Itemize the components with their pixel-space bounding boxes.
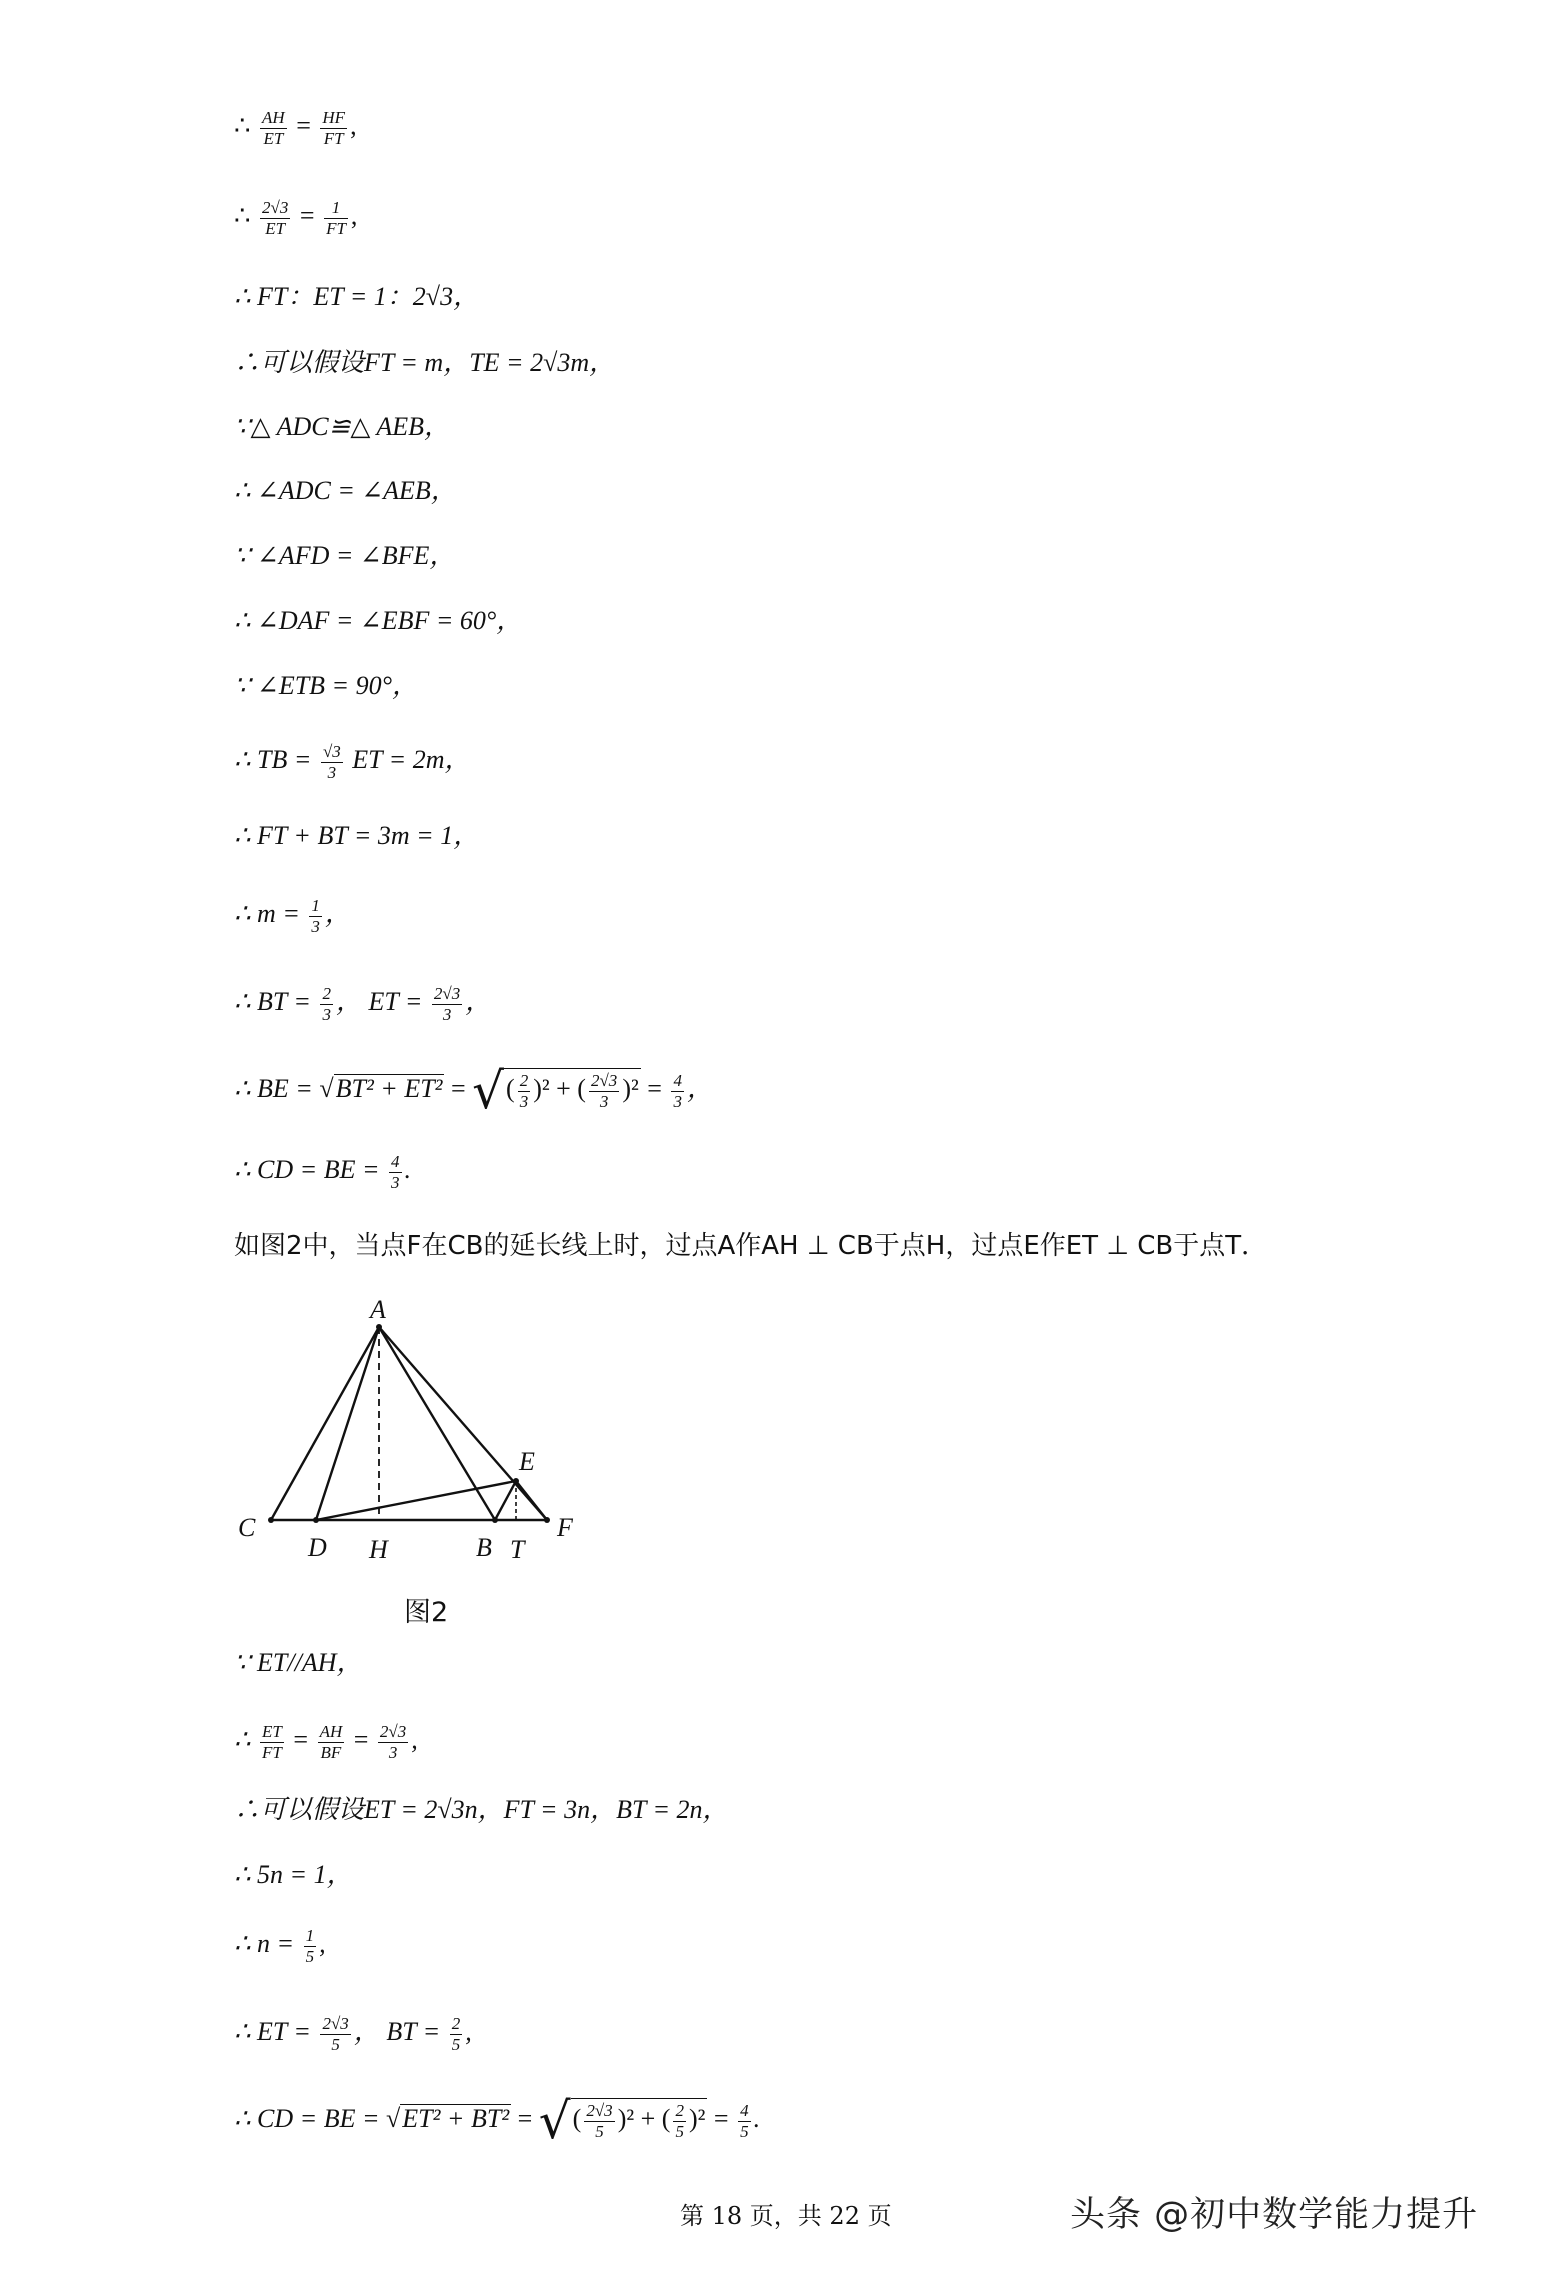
label-f: F	[557, 1513, 573, 1542]
step-9: ∵ ∠ETB = 90°，	[234, 671, 418, 700]
page-footer: 第 18 页，共 22 页	[680, 2202, 892, 2230]
step-7: ∵ ∠AFD = ∠BFE，	[234, 541, 456, 570]
figure-caption: 图2	[404, 1597, 449, 1628]
step-2: ∴ $\frac{2√3}{ET}$ = $\frac{1}{FT}$ ,	[234, 198, 358, 238]
step-18: ∴ $\frac{ET}{FT}$ = $\frac{AH}{BF}$ = $\frac{2√3}{3}$ ,	[234, 1722, 418, 1762]
label-d: D	[308, 1533, 327, 1562]
step-13: ∴ BT = $\frac{2}{3}$ ， ET = $\frac{2√3}{3}$ ，	[234, 984, 492, 1024]
step-3: ∴ FT：ET = 1：2√3，	[234, 282, 480, 311]
step-21: ∴ n = $\frac{1}{5}$ ,	[234, 1926, 326, 1966]
step-12: ∴ m = $\frac{1}{3}$ ，	[234, 896, 351, 936]
step-8: ∴ ∠DAF = ∠EBF = 60°，	[234, 606, 523, 635]
label-e: E	[519, 1447, 535, 1476]
label-t: T	[510, 1535, 525, 1564]
step-23: ∴ CD = BE = √ET² + BT² = √( $\frac{2√3}{5}$ )² + ( $\frac{2}{5}$ )² = $\frac{4}{5}$ .	[234, 2092, 761, 2150]
label-a: A	[370, 1295, 386, 1324]
step-19: ∴可以假设ET = 2√3n，FT = 3n，BT = 2n，	[234, 1795, 729, 1824]
step-15: ∴ CD = BE = $\frac{4}{3}$ .	[234, 1152, 412, 1192]
step-6: ∴ ∠ADC = ∠AEB，	[234, 476, 457, 505]
label-c: C	[238, 1513, 256, 1542]
label-b: B	[476, 1533, 492, 1562]
step-1: ∴ $\frac{AH}{ET}$ = $\frac{HF}{FT}$ ,	[234, 108, 357, 148]
step-4: ∴可以假设FT = m，TE = 2√3m，	[234, 348, 616, 377]
watermark: 头条 @初中数学能力提升	[1070, 2195, 1479, 2235]
step-5: ∵△ ADC≌△ AEB，	[234, 412, 451, 441]
step-20: ∴ 5n = 1，	[234, 1860, 353, 1889]
step-14: ∴ BE = √BT² + ET² = √( $\frac{2}{3}$ )² + ( $\frac{2√3}{3}$ )² = $\frac{4}{3}$ ，	[234, 1062, 713, 1120]
step-22: ∴ ET = $\frac{2√3}{5}$ ， BT = $\frac{2}{5}$ ,	[234, 2014, 472, 2054]
step-11: ∴ FT + BT = 3m = 1，	[234, 821, 480, 850]
figure-2-diagram	[234, 1280, 594, 1620]
step-17: ∵ ET//AH，	[234, 1648, 363, 1677]
label-h: H	[369, 1535, 388, 1564]
step-10: ∴ TB = $\frac{√3}{3}$ ET = 2m，	[234, 742, 471, 782]
step-16: 如图2中，当点F在CB的延长线上时，过点A作AH ⊥ CB于点H，过点E作ET ⊥ CB于点T．	[234, 1231, 1268, 1261]
